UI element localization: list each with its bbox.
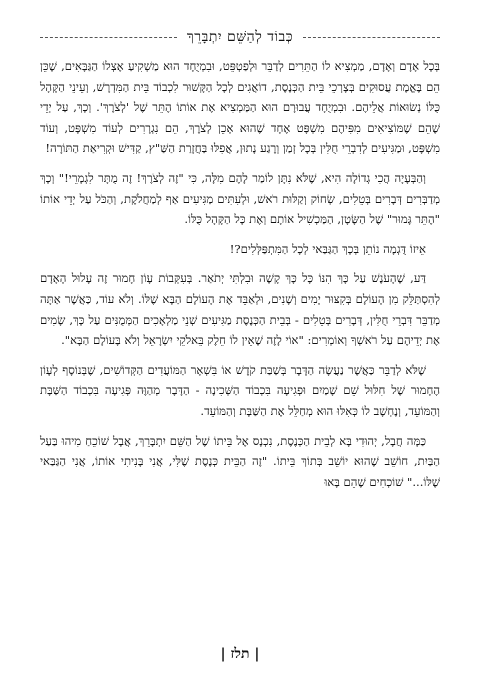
header-rule-right <box>303 37 440 38</box>
page-number: | תלז | <box>220 646 260 662</box>
paragraph-2: וְהַבְּעָיָה הֲכִי גְדוֹלָה הִיא, שֶׁלֹּא נִתָּן לוֹמַר לָהֶם מִלָּה, כִּי "זֶה לְצֹרֶךְ! זֶה מֻתָּר לִגְמָרֵי!" וְכָךְ מְדַבְּרִים דְּבָרִים בְּטֵלִים, שְׂחוֹק וְקַלּוּת רֹאשׁ, וּלְעִתִּים מַגִּיעִים אַף לְמַחֲלֹקֶת, וְהַכֹּל עַל יְדֵי אוֹתוֹ "הֶתֵּר גָּמוּר" שֶׁל הַשָּׂטָן, הַמַּכְשִׁיל אוֹתָם וְאֶת כָּל הַקָּהָל כֻּלּוֹ. <box>40 170 440 227</box>
running-header <box>40 26 440 48</box>
paragraph-4: דַּע, שֶׁהָעֹנֶשׁ עַל כָּךְ הִנּוֹ כָּל כָּךְ קָשֶׁה וּבִלְתִּי יְתֹאַר. בְּעִקְּבוֹת עָוֹן חָמוּר זֶה עָלוּל הָאָדָם לְהִסְתַּלֵּק מִן הָעוֹלָם בְּקִצּוּר יָמִים וְשָׁנִים, וּלְאַבֵּד אֶת הָעוֹלָם הַבָּא שֶׁלּוֹ. וְלֹא עוֹד, כַּאֲשֶׁר אַתָּה מְדַבֵּר דִּבְרֵי חֻלִּין, דְּבָרִים בְּטֵלִים - בְּבֵית הַכְּנֶסֶת מַגִּיעִים שְׁנֵי מַלְאָכִים הַמְּמֻנִּים עַל כָּךְ, שָׂמִים אֶת יְדֵיהֶם עַל רֹאשְׁךָ וְאוֹמְרִים: "אוֹי לָזֶה שֶׁאֵין לוֹ חֵלֶק בֵּאלֹקֵי יִשְׂרָאֵל וְלֹא בָּעוֹלָם הַבָּא". <box>40 271 440 348</box>
header-rule-left <box>40 37 177 38</box>
paragraph-3: אֵיזוֹ דֻּגְמָה נוֹתֵן בְּכָךְ הַגַּבַּאי לְכָל הַמִּתְפַּלְּלִים?! <box>229 241 426 256</box>
paragraph-6: כַּמָּה חֲבָל, יְהוּדִי בָּא לְבֵית הַכְּנֶסֶת, נִכְנָס אֶל בֵּיתוֹ שֶׁל הַשֵּׁם יִתְבָּרֵךְ, אֲבָל שׁוֹכֵחַ מִיהוּ בַּעַל הַבַּיִת, חוֹשֵׁב שֶׁהוּא יוֹשֵׁב בְּתוֹךְ בֵּיתוֹ. "זֶה הַבֵּית כְּנֶסֶת שֶׁלִּי, אֲנִי בָּנִיתִי אוֹתוֹ, אֲנִי הַגַּבַּאי שֶׁלּוֹ..." שׁוֹכְחִים שֶׁהֵם בָּאוּ <box>40 433 440 489</box>
paragraph-1: בְּכָל אָדָם וְאָדָם, מַמְצִיא לוֹ הַתֵּרִים לְדַבֵּר וּלְפַטְפֵּט, וּבִמְיֻחָד הוּא מַשְׁקִיעַ אֶצְלוֹ הַגַּבָּאִים, שֶׁכֵּן הֵם בֶּאֱמֶת עֲסוּקִים בְּצָרְכֵי בֵּית הַכְּנֶסֶת, דוֹאֲגִים לְכָל הַקָּשׁוּר לִכְבוֹד בֵּית הַמִּדְרָשׁ, וְעֵינֵי הַקָּהָל כֻּלּוֹ נְשׂוּאוֹת אֲלֵיהֶם. וּבִמְיֻחָד עֲבוּרָם הוּא הַמַּמְצִיא אֶת אוֹתוֹ הֶתֵּר שֶׁל 'לְצֹרֶךְ'. וְכָךְ, עַל יְדֵי שֶׁהֵם שֶׁמּוֹצִיאִים מִפִּיהֶם מִשְׁפָּט אֶחָד שֶׁהוּא אָכֵן לְצֹרֶךְ, הֵם נִגְרָרִים לְעוֹד מִשְׁפָּט, וְעוֹד מִשְׁפָּט, וּמַגִּיעִים לְדִבְרֵי חֻלִּין בְּכָל זְמַן וְרֶגַע נָתוּן, אֲפִלּוּ בַּחֲזָרַת הַשַּׁ"ץ, קַדִּישׁ וּקְרִיאַת הַתּוֹרָה! <box>40 59 440 156</box>
running-header-title: כְּבוֹד לְהַשֵּׁם יִתְבָּרֵךְ <box>186 28 294 45</box>
body-text <box>40 56 440 492</box>
paragraph-5: שֶׁלֹּא לְדַבֵּר כַּאֲשֶׁר נַעֲשָׂה הַדָּבָר בְּשַׁבַּת קֹדֶשׁ אוֹ בִּשְׁאָר הַמּוֹעֲדִים הַקְּדוֹשִׁים, שֶׁבְּנוֹסָף לְעָוֹן הֶחָמוּר שֶׁל חִלּוּל שֵׁם שָׁמַיִם וּפְגִיעָה בִּכְבוֹד הַשְּׁכִינָה - הַדָּבָר מְהַוֶּה פְּגִיעָה בִּכְבוֹד הַשַּׁבָּת וְהַמּוֹעֵד, וְנֶחְשָׁב לוֹ כְּאִלּוּ הוּא מְחַלֵּל אֶת הַשַּׁבָּת וְהַמּוֹעֵד. <box>40 362 440 418</box>
